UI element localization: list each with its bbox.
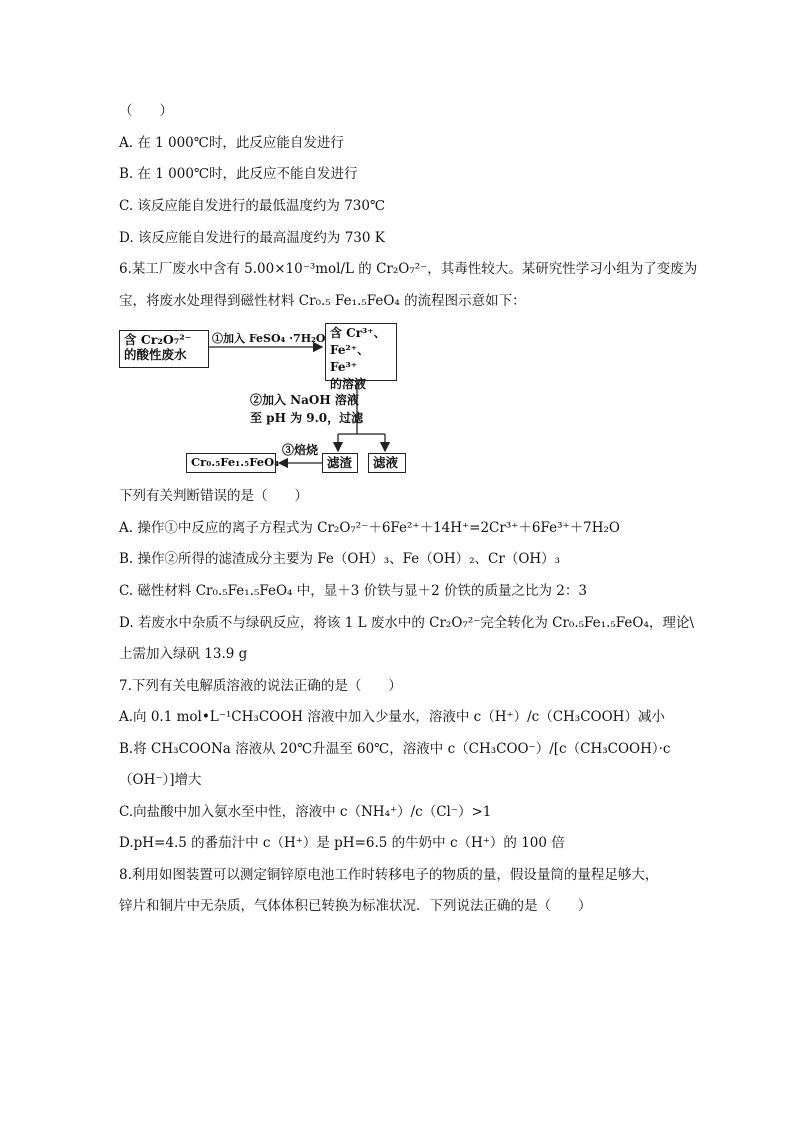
flow-step2-label-line2: 至 pH 为 9.0，过滤 bbox=[250, 411, 364, 425]
q7-option-a: A.向 0.1 mol•L⁻¹CH₃COOH 溶液中加入少量水，溶液中 c（H⁺）/c（CH₃COOH）减小 bbox=[119, 709, 665, 725]
q6-question: 下列有关判断错误的是（ ） bbox=[119, 488, 308, 504]
q5-paren: （ ） bbox=[119, 103, 173, 119]
q6-option-d-line1: D. 若废水中杂质不与绿矾反应，将该 1 L 废水中的 Cr₂O₇²⁻完全转化为 Cr₀.₅Fe₁.₅FeO₄，理论\ bbox=[119, 615, 694, 631]
flow-box-solution-line1: 含 Cr³⁺、 bbox=[330, 326, 386, 340]
q7-option-b-line2: （OH⁻）]增大 bbox=[119, 772, 202, 788]
q7-option-b-line1: B.将 CH₃COONa 溶液从 20℃升温至 60℃，溶液中 c（CH₃COO⁻）/[c（CH₃COOH）·c bbox=[119, 741, 671, 757]
q7-stem: 7.下列有关电解质溶液的说法正确的是（ ） bbox=[119, 678, 402, 694]
q5-option-c: C. 该反应能自发进行的最低温度约为 730℃ bbox=[119, 198, 386, 214]
q5-option-a: A. 在 1 000℃时，此反应能自发进行 bbox=[119, 135, 344, 151]
q6-option-c: C. 磁性材料 Cr₀.₅Fe₁.₅FeO₄ 中，显＋3 价铁与显＋2 价铁的质量之比为 2：3 bbox=[119, 583, 587, 599]
q6-option-b: B. 操作②所得的滤渣成分主要为 Fe（OH）₃、Fe（OH）₂、Cr（OH）₃ bbox=[119, 551, 561, 567]
flow-step3-label: ③焙烧 bbox=[282, 443, 319, 457]
flow-box-solution bbox=[325, 323, 397, 391]
flow-step2-label-line1: ②加入 NaOH 溶液 bbox=[250, 393, 359, 407]
q8-stem-line1: 8.利用如图装置可以测定铜锌原电池工作时转移电子的物质的量，假设量筒的量程足够大， bbox=[119, 867, 659, 883]
flow-box-product: Cr₀.₅Fe₁.₅FeO₄ bbox=[186, 453, 276, 473]
q7-option-d: D.pH=4.5 的番茄汁中 c（H⁺）是 pH=6.5 的牛奶中 c（H⁺）的 100 倍 bbox=[119, 835, 565, 851]
flow-step1-label: ①加入 FeSO₄ ·7H₂O bbox=[212, 332, 326, 345]
q6-stem-line1: 6.某工厂废水中含有 5.00×10⁻³mol/L 的 Cr₂O₇²⁻，其毒性较大。某研究性学习小组为了变废为 bbox=[119, 261, 698, 277]
flow-box-wastewater bbox=[119, 330, 209, 368]
flow-box-wastewater-line2: 的酸性废水 bbox=[124, 347, 187, 362]
flow-box-solution-line3: 的溶液 bbox=[330, 377, 367, 391]
q7-option-c: C.向盐酸中加入氨水至中性，溶液中 c（NH₄⁺）/c（Cl⁻）>1 bbox=[119, 804, 492, 820]
q5-option-d: D. 该反应能自发进行的最高温度约为 730 K bbox=[119, 230, 385, 246]
flow-box-residue: 滤渣 bbox=[322, 453, 358, 473]
q5-option-b: B. 在 1 000℃时，此反应不能自发进行 bbox=[119, 166, 358, 182]
flow-box-filtrate: 滤液 bbox=[368, 453, 406, 473]
q6-option-d-line2: 上需加入绿矾 13.9 g bbox=[119, 646, 248, 662]
flow-box-solution-line2: Fe²⁺、Fe³⁺ bbox=[330, 343, 370, 374]
q6-option-a: A. 操作①中反应的离子方程式为 Cr₂O₇²⁻＋6Fe²⁺＋14H⁺=2Cr³⁺＋6Fe³⁺＋7H₂O bbox=[119, 520, 620, 536]
q8-stem-line2: 锌片和铜片中无杂质，气体体积已转换为标准状况．下列说法正确的是（ ） bbox=[119, 898, 592, 914]
flow-box-wastewater-line1: 含 Cr₂O₇²⁻ bbox=[124, 332, 192, 347]
q6-stem-line2: 宝，将废水处理得到磁性材料 Cr₀.₅ Fe₁.₅FeO₄ 的流程图示意如下： bbox=[119, 293, 526, 309]
